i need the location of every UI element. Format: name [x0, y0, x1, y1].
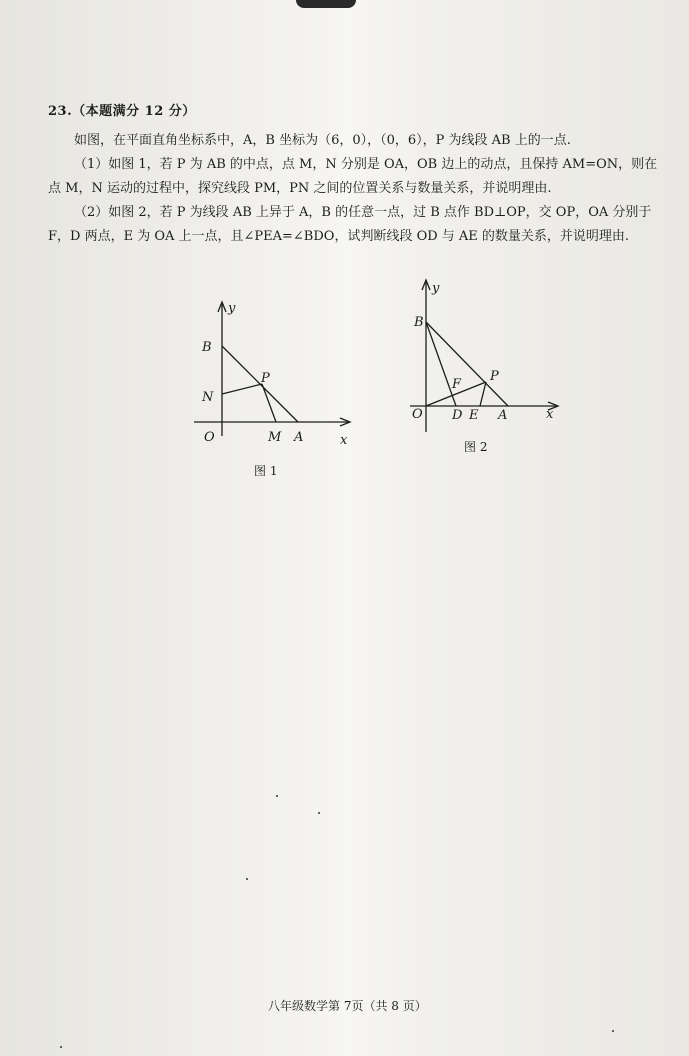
figure-2: [400, 276, 570, 436]
binding-mark: [296, 0, 356, 8]
scan-speck: [246, 878, 248, 880]
label-a: A: [498, 408, 508, 423]
segment-ab: [426, 322, 508, 406]
figure-1-diagram: [190, 290, 360, 460]
label-a: A: [294, 430, 304, 445]
scan-speck: [612, 1030, 614, 1032]
label-b: B: [414, 315, 424, 330]
label-y: y: [432, 281, 440, 296]
label-m: M: [268, 430, 282, 445]
label-p: P: [490, 369, 499, 384]
label-p: P: [261, 371, 270, 386]
scan-speck: [60, 1046, 62, 1048]
segment-bd: [426, 322, 456, 406]
label-x: x: [546, 407, 554, 422]
label-f: F: [452, 377, 462, 392]
segment-pe: [480, 382, 486, 406]
figure-2-caption: 图 2: [464, 440, 488, 454]
scan-speck: [318, 812, 320, 814]
question-part-1: （1）如图 1，若 P 为 AB 的中点，点 M，N 分别是 OA，OB 边上的动点，且保持 AM=ON，则在点 M，N 运动的过程中，探究线段 PM，PN 之间的位置关系与数量关系，并说明理由.: [48, 157, 658, 196]
question-intro: 如图，在平面直角坐标系中，A，B 坐标为（6，0），（0，6），P 为线段 AB 上的一点.: [74, 133, 571, 148]
question-part-2: （2）如图 2，若 P 为线段 AB 上异于 A，B 的任意一点，过 B 点作 BD⊥OP，交 OP，OA 分别于 F，D 两点，E 为 OA 上一点，且∠PEA=∠BDO，试判断线段 OD 与 AE 的数量关系，并说明理由.: [48, 205, 652, 244]
segment-pm: [262, 384, 276, 422]
scan-speck: [276, 795, 278, 797]
label-o: O: [204, 430, 215, 445]
figure-1: [190, 290, 360, 460]
figure-1-caption: 图 1: [254, 464, 278, 478]
label-o: O: [412, 407, 423, 422]
segment-pn: [222, 384, 262, 394]
question-title: 23.（本题满分 12 分）: [48, 104, 196, 119]
label-y: y: [228, 301, 236, 316]
label-d: D: [452, 408, 463, 423]
label-n: N: [202, 390, 214, 405]
label-b: B: [202, 340, 212, 355]
label-e: E: [469, 408, 479, 423]
label-x: x: [340, 433, 348, 448]
figure-2-diagram: [400, 276, 570, 436]
page-footer: 八年级数学第 7页（共 8 页）: [268, 999, 427, 1013]
